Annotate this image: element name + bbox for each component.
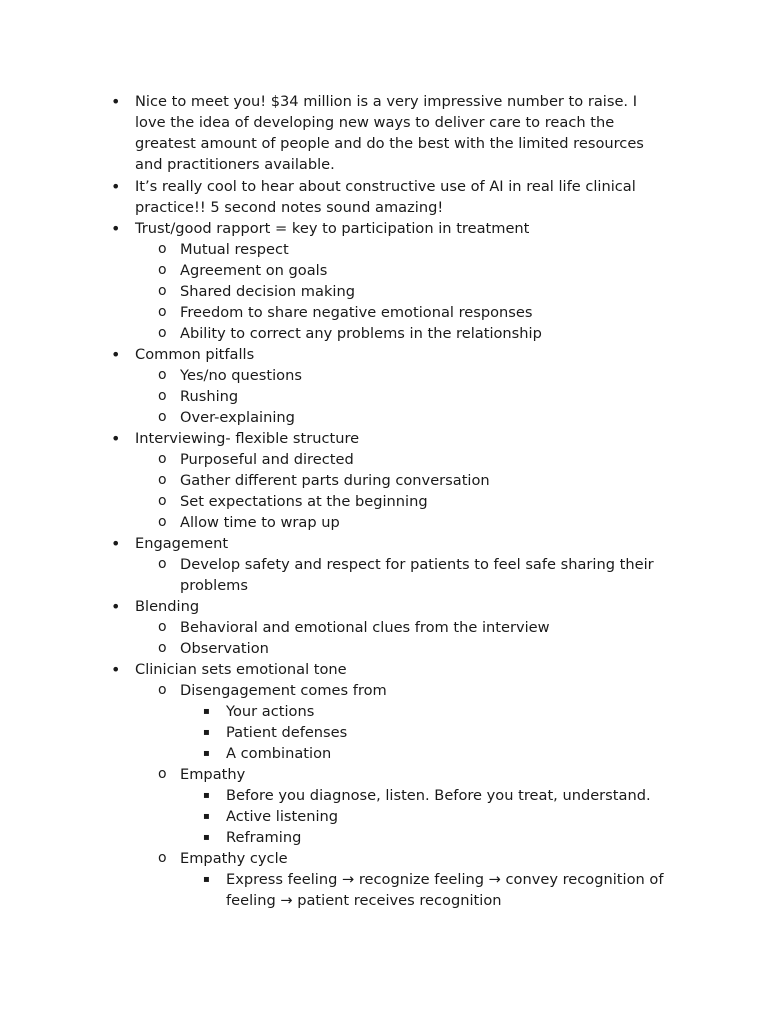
bullet-marker: o bbox=[158, 283, 167, 299]
list-item-text: A combination bbox=[226, 745, 332, 762]
bullet-marker: • bbox=[111, 219, 121, 238]
list-item-level-3 bbox=[0, 743, 671, 764]
list-item-level-1 bbox=[0, 91, 670, 175]
list-item-level-2 bbox=[0, 323, 670, 344]
list-item-level-2 bbox=[0, 638, 670, 659]
list-item-text: Common pitfalls bbox=[135, 346, 255, 363]
document-body bbox=[0, 91, 768, 911]
bullet-marker: ▪ bbox=[203, 748, 210, 759]
list-item-level-1 bbox=[0, 659, 670, 680]
bullet-marker: o bbox=[158, 514, 167, 530]
bullet-marker: ▪ bbox=[203, 706, 210, 717]
list-item-level-2 bbox=[0, 680, 670, 701]
bullet-marker: o bbox=[158, 451, 167, 467]
bullet-marker: o bbox=[158, 493, 167, 509]
bullet-marker: • bbox=[111, 345, 121, 364]
bullet-marker: o bbox=[158, 766, 167, 782]
list-item-level-1 bbox=[0, 596, 670, 617]
list-item-level-3 bbox=[0, 806, 671, 827]
list-item-level-2 bbox=[0, 848, 670, 869]
list-item-text: Observation bbox=[180, 640, 269, 657]
list-item-level-2 bbox=[0, 386, 670, 407]
bullet-marker: o bbox=[158, 619, 167, 635]
bullet-marker: o bbox=[158, 409, 167, 425]
list-item-text: Set expectations at the beginning bbox=[180, 493, 428, 510]
bullet-marker: o bbox=[158, 850, 167, 866]
list-item-level-2 bbox=[0, 491, 670, 512]
list-item-level-1 bbox=[0, 344, 670, 365]
list-item-text: Empathy cycle bbox=[180, 850, 288, 867]
list-item-text: Disengagement comes from bbox=[180, 682, 387, 699]
list-item-text: Gather different parts during conversation bbox=[180, 472, 490, 489]
list-item-level-2 bbox=[0, 239, 670, 260]
list-item-text: Before you diagnose, listen. Before you treat, understand. bbox=[226, 787, 651, 804]
list-item-text: Active listening bbox=[226, 808, 339, 825]
list-item-text: Blending bbox=[135, 598, 200, 615]
list-item-text: Trust/good rapport = key to participation in treatment bbox=[135, 220, 530, 237]
list-item-text: Nice to meet you! $34 million is a very impressive number to raise. I love the idea of developing new ways to deliver care to reach the greatest amount of people and do the best with the limited resources and practitioners available. bbox=[135, 93, 644, 173]
list-item-level-3 bbox=[0, 869, 671, 911]
list-item-level-2 bbox=[0, 281, 670, 302]
bullet-marker: o bbox=[158, 682, 167, 698]
bullet-marker: o bbox=[158, 472, 167, 488]
bullet-marker: o bbox=[158, 241, 167, 257]
list-item-text: Interviewing- flexible structure bbox=[135, 430, 360, 447]
list-item-text: Allow time to wrap up bbox=[180, 514, 340, 531]
list-item-level-1 bbox=[0, 176, 670, 218]
bullet-marker: ▪ bbox=[203, 790, 210, 801]
bullet-marker: o bbox=[158, 304, 167, 320]
list-item-text: Empathy bbox=[180, 766, 246, 783]
bullet-marker: o bbox=[158, 262, 167, 278]
bullet-marker: ▪ bbox=[203, 874, 210, 885]
bullet-marker: • bbox=[111, 92, 121, 111]
list-item-text: Rushing bbox=[180, 388, 239, 405]
list-item-text: Shared decision making bbox=[180, 283, 355, 300]
bullet-marker: o bbox=[158, 388, 167, 404]
list-item-text: It’s really cool to hear about constructive use of AI in real life clinical practice!! 5 second notes sound amazing! bbox=[135, 177, 636, 216]
list-item-text: Agreement on goals bbox=[180, 262, 328, 279]
list-item-text: Behavioral and emotional clues from the interview bbox=[180, 619, 550, 636]
list-item-level-1 bbox=[0, 428, 670, 449]
list-item-text: Clinician sets emotional tone bbox=[135, 661, 347, 678]
list-item-level-2 bbox=[0, 449, 670, 470]
list-item-text: Reframing bbox=[226, 829, 302, 846]
list-item-level-2 bbox=[0, 260, 670, 281]
list-item-level-2 bbox=[0, 365, 670, 386]
list-item-level-2 bbox=[0, 764, 670, 785]
list-item-text: Engagement bbox=[135, 535, 229, 552]
list-item-text: Over-explaining bbox=[180, 409, 295, 426]
list-item-text: Develop safety and respect for patients to feel safe sharing their problems bbox=[180, 556, 654, 594]
list-item-text: Express feeling → recognize feeling → convey recognition of feeling → patient receives recognition bbox=[226, 871, 664, 909]
bullet-marker: o bbox=[158, 367, 167, 383]
bullet-marker: o bbox=[158, 325, 167, 341]
list-item-text: Yes/no questions bbox=[180, 367, 302, 384]
list-item-level-2 bbox=[0, 407, 670, 428]
bullet-marker: • bbox=[111, 176, 121, 196]
bullet-marker: o bbox=[158, 556, 167, 572]
bullet-marker: • bbox=[111, 597, 121, 616]
bullet-marker: ▪ bbox=[203, 832, 210, 843]
list-item-level-3 bbox=[0, 785, 671, 806]
bullet-marker: • bbox=[111, 534, 121, 553]
list-item-level-2 bbox=[0, 470, 670, 491]
bullet-marker: • bbox=[111, 429, 121, 448]
list-item-level-3 bbox=[0, 701, 671, 722]
list-item-text: Your actions bbox=[226, 703, 315, 720]
list-item-text: Ability to correct any problems in the relationship bbox=[180, 325, 542, 342]
list-item-level-2 bbox=[0, 554, 670, 596]
list-item-text: Patient defenses bbox=[226, 724, 348, 741]
list-item-level-3 bbox=[0, 722, 671, 743]
list-item-text: Mutual respect bbox=[180, 241, 289, 258]
bullet-marker: ▪ bbox=[203, 811, 210, 822]
bullet-marker: o bbox=[158, 640, 167, 656]
list-item-level-1 bbox=[0, 218, 670, 239]
list-item-text: Freedom to share negative emotional responses bbox=[180, 304, 533, 321]
bullet-marker: ▪ bbox=[203, 727, 210, 738]
list-item-level-2 bbox=[0, 617, 670, 638]
list-item-text: Purposeful and directed bbox=[180, 451, 354, 468]
list-item-level-2 bbox=[0, 302, 670, 323]
list-item-level-1 bbox=[0, 533, 670, 554]
list-item-level-3 bbox=[0, 827, 671, 848]
list-item-level-2 bbox=[0, 512, 670, 533]
bullet-marker: • bbox=[111, 660, 121, 679]
